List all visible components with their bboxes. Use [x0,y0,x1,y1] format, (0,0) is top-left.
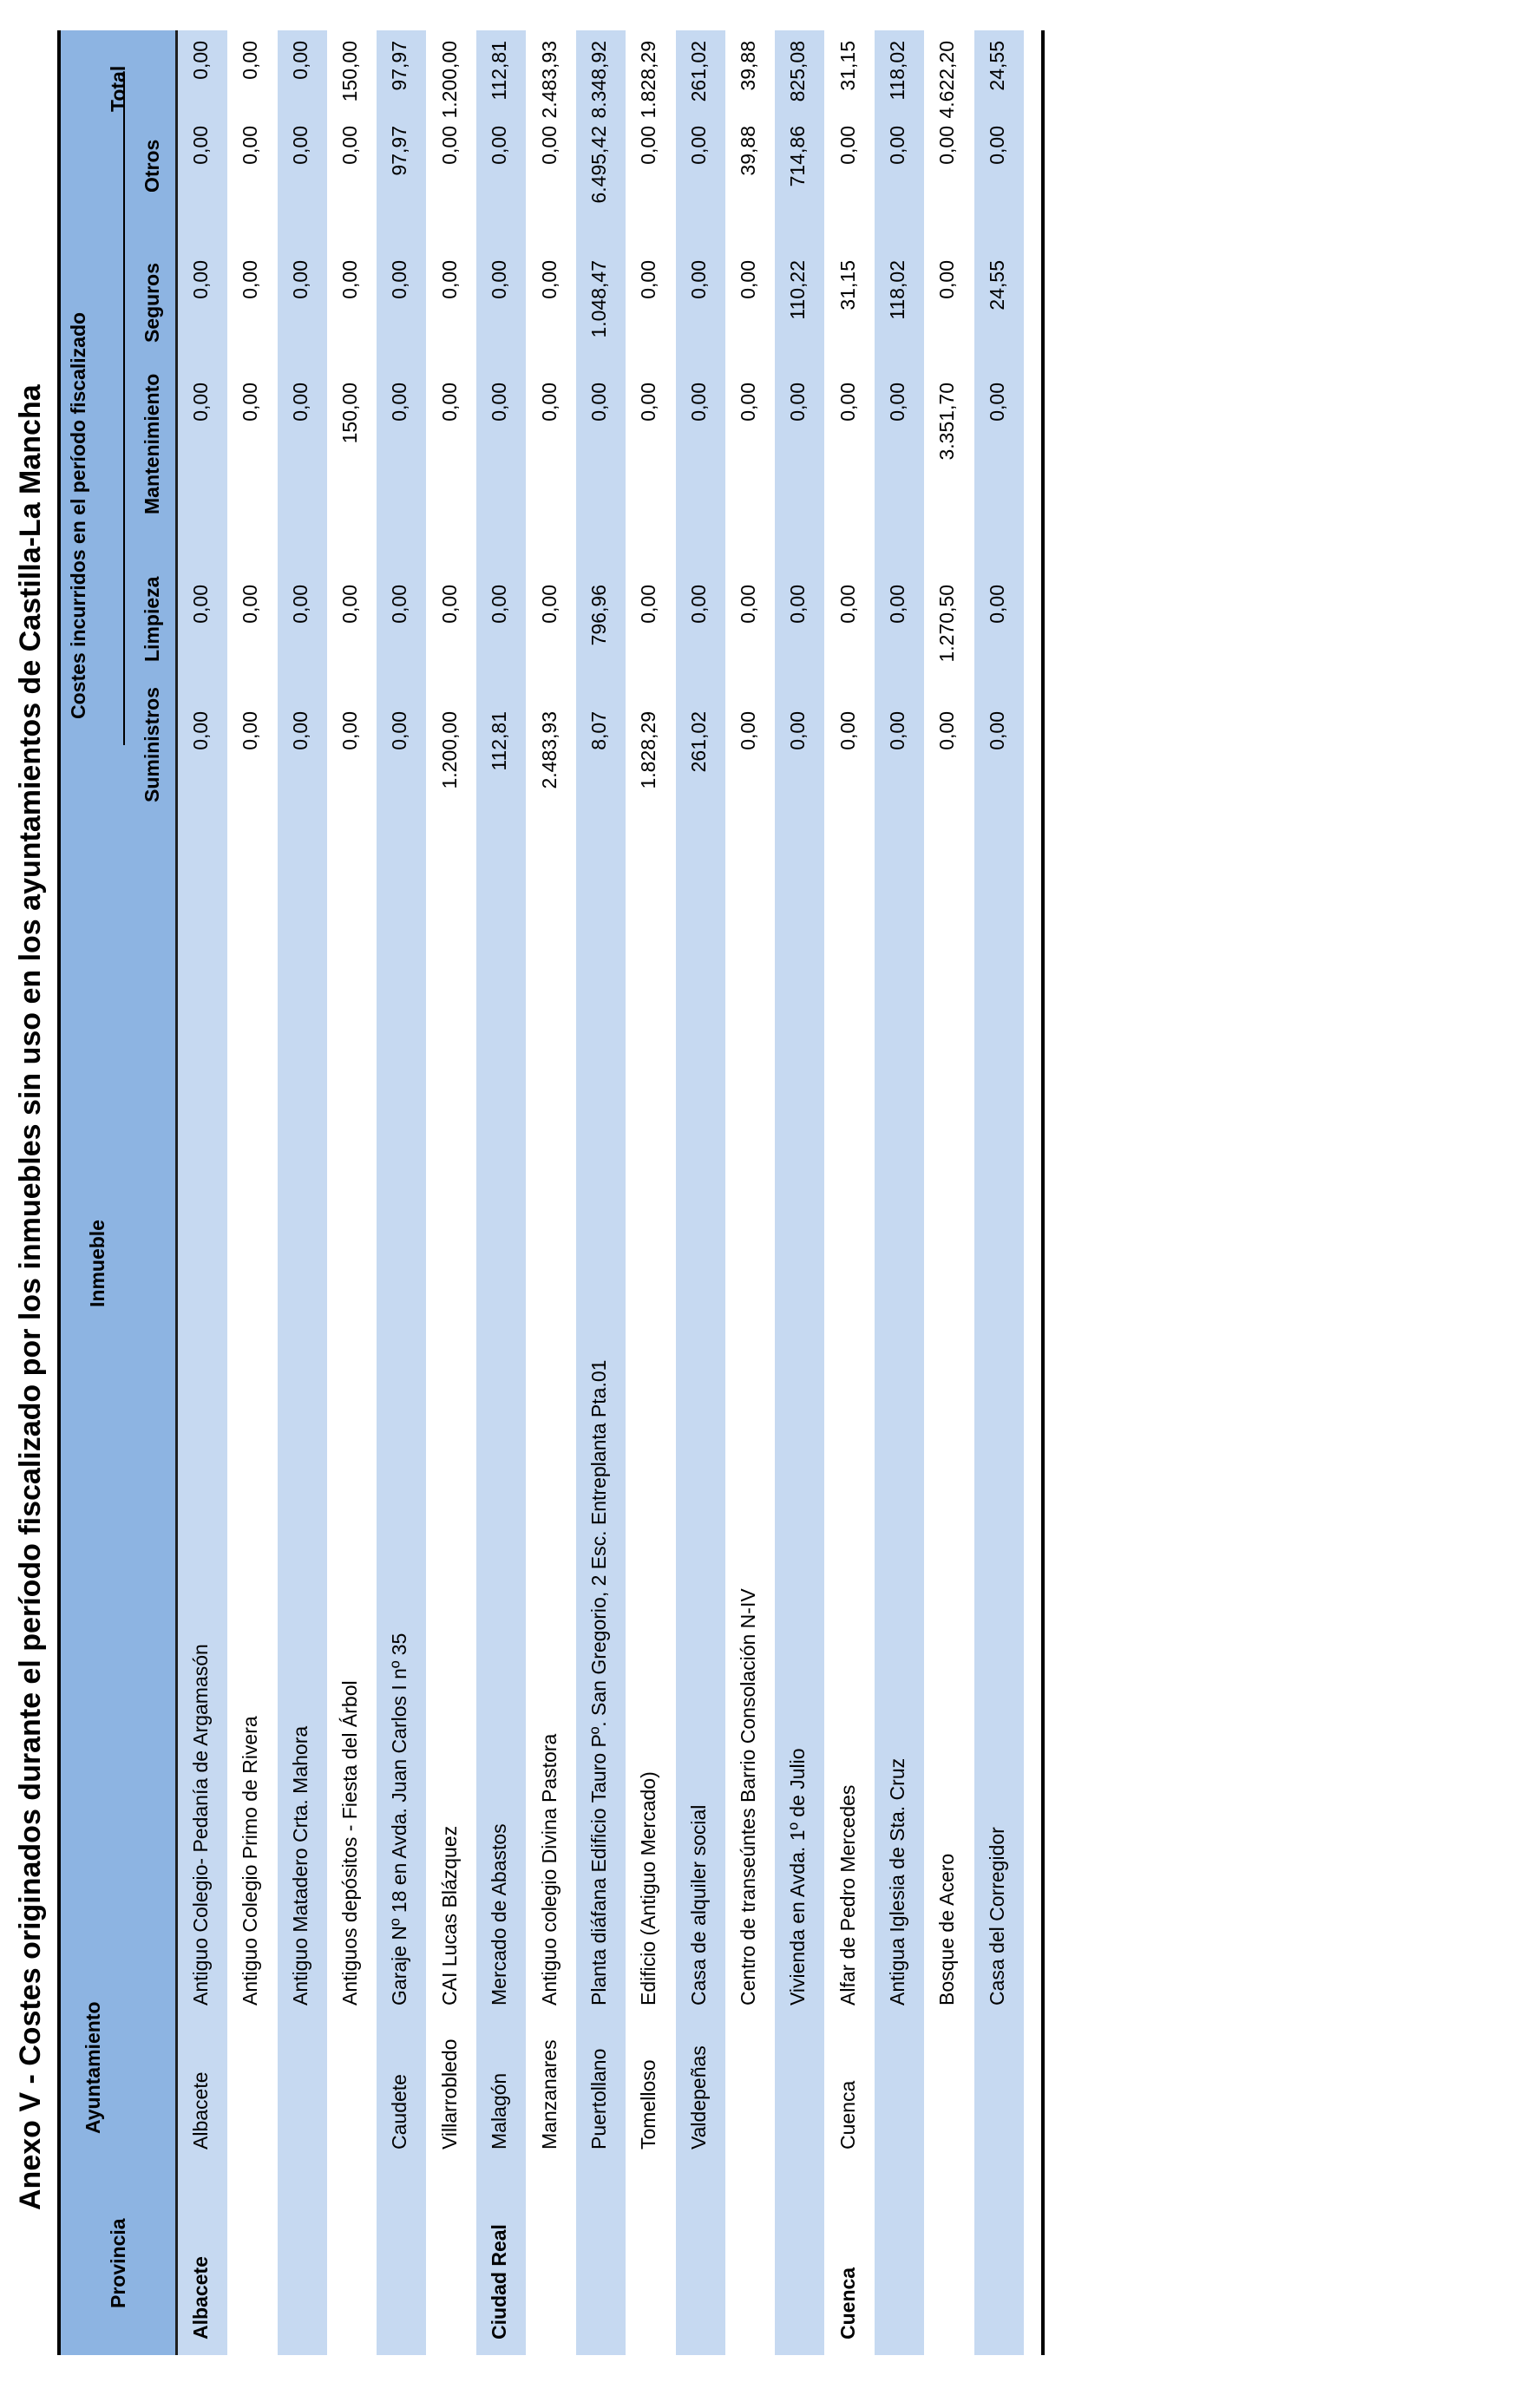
table-row [875,30,924,2355]
header-group-underline [123,74,125,745]
table-row [775,30,824,2355]
costs-table [57,30,1045,2355]
cell-otros: 0,00 [537,126,560,165]
table-row [676,30,725,2355]
cell-otros: 0,00 [189,126,212,165]
cell-otros: 39,88 [736,126,759,176]
cell-inmueble: Centro de transeúntes Barrio Consolación N-IV [736,1588,759,2006]
cell-suministros: 0,00 [985,711,1008,750]
cell-total: 0,00 [189,41,212,80]
cell-seguros: 0,00 [338,260,362,299]
header-mantenimiento: Mantenimiento [141,373,163,514]
cell-total: 112,81 [488,41,511,101]
cell-limpieza: 0,00 [686,585,710,624]
cell-seguros: 1.048,47 [587,260,610,338]
cell-ayuntamiento: Manzanares [537,2039,560,2150]
cell-mantenimiento: 0,00 [537,383,560,422]
table-row [227,30,277,2355]
cell-ayuntamiento: Valdepeñas [686,2045,710,2150]
table-row [327,30,377,2355]
cell-suministros: 2.483,93 [537,711,560,789]
cell-seguros: 31,15 [836,260,859,311]
cell-ayuntamiento: Tomelloso [637,2059,660,2150]
cell-otros: 0,00 [836,126,859,165]
table-row [278,30,327,2355]
cell-mantenimiento: 0,00 [686,383,710,422]
table-row [626,30,675,2355]
cell-seguros: 0,00 [288,260,311,299]
cell-inmueble: Vivienda en Avda. 1º de Julio [786,1748,810,2006]
cell-inmueble: Planta diáfana Edificio Tauro Pº. San Gregorio, 2 Esc. Entreplanta Pta.01 [587,1359,610,2006]
cell-inmueble: Casa de alquiler social [686,1804,710,2006]
table-row [924,30,974,2355]
cell-seguros: 0,00 [637,260,660,299]
cell-inmueble: CAI Lucas Blázquez [437,1825,461,2006]
cell-limpieza: 0,00 [189,585,212,624]
cell-suministros: 112,81 [488,711,511,771]
cell-otros: 0,00 [488,126,511,165]
cell-total: 39,88 [736,41,759,91]
cell-suministros: 0,00 [886,711,909,750]
cell-total: 261,02 [686,41,710,102]
cell-total: 1.200,00 [437,41,461,119]
cell-mantenimiento: 0,00 [388,383,411,422]
cell-suministros: 0,00 [338,711,362,750]
cell-ayuntamiento: Malagón [488,2072,511,2150]
cell-otros: 0,00 [886,126,909,165]
cell-suministros: 0,00 [288,711,311,750]
cell-seguros: 0,00 [488,260,511,299]
cell-seguros: 0,00 [388,260,411,299]
cell-suministros: 0,00 [786,711,810,750]
cell-mantenimiento: 0,00 [886,383,909,422]
cell-ayuntamiento: Caudete [388,2074,411,2150]
cell-limpieza: 0,00 [338,585,362,624]
cell-inmueble: Alfar de Pedro Mercedes [836,1784,859,2006]
cell-total: 118,02 [886,41,909,101]
cell-seguros: 0,00 [437,260,461,299]
table-row [725,30,775,2355]
cell-total: 2.483,93 [537,41,560,119]
cell-seguros: 0,00 [935,260,959,299]
cell-inmueble: Edificio (Antiguo Mercado) [637,1771,660,2006]
cell-total: 8.348,92 [587,41,610,119]
cell-limpieza: 0,00 [985,585,1008,624]
cell-suministros: 261,02 [686,711,710,773]
document-title: Anexo V - Costes originados durante el período fiscalizado por los inmuebles sin uso en los ayuntamientos de Castilla-La Mancha [14,384,47,2210]
table-row [476,30,526,2355]
cell-mantenimiento: 0,00 [488,383,511,422]
cell-total: 24,55 [985,41,1008,91]
cell-limpieza: 0,00 [736,585,759,624]
cell-suministros: 0,00 [239,711,262,750]
table-row [825,30,875,2355]
cell-provincia: Ciudad Real [488,2224,511,2339]
header-limpieza: Limpieza [141,576,163,662]
cell-limpieza: 796,96 [587,585,610,646]
cell-total: 0,00 [288,41,311,80]
cell-limpieza: 0,00 [288,585,311,624]
cell-otros: 6.495,42 [587,126,610,204]
cell-otros: 0,00 [437,126,461,165]
cell-provincia: Albacete [189,2256,212,2339]
cell-seguros: 0,00 [189,260,212,299]
cell-otros: 0,00 [686,126,710,165]
cell-limpieza: 1.270,50 [935,585,959,663]
table-row [178,30,227,2355]
cell-otros: 97,97 [388,126,411,176]
cell-suministros: 8,07 [587,711,610,750]
cell-ayuntamiento: Cuenca [836,2080,859,2150]
cell-mantenimiento: 0,00 [637,383,660,422]
table-row [974,30,1024,2355]
cell-limpieza: 0,00 [388,585,411,624]
cell-seguros: 0,00 [686,260,710,299]
table-row [576,30,626,2355]
cell-inmueble: Antigua Iglesia de Sta. Cruz [886,1757,909,2006]
cell-mantenimiento: 0,00 [437,383,461,422]
cell-suministros: 0,00 [388,711,411,750]
cell-limpieza: 0,00 [239,585,262,624]
cell-provincia: Cuenca [836,2267,859,2339]
cell-limpieza: 0,00 [786,585,810,624]
cell-mantenimiento: 0,00 [189,383,212,422]
cell-total: 0,00 [239,41,262,80]
cell-limpieza: 0,00 [537,585,560,624]
cell-seguros: 118,02 [886,260,909,320]
cell-limpieza: 0,00 [488,585,511,624]
cell-inmueble: Antiguos depósitos - Fiesta del Árbol [338,1680,362,2006]
cell-seguros: 0,00 [537,260,560,299]
cell-mantenimiento: 0,00 [786,383,810,422]
cell-otros: 0,00 [239,126,262,165]
cell-ayuntamiento: Albacete [189,2071,212,2150]
cell-inmueble: Bosque de Acero [935,1853,959,2006]
header-otros: Otros [141,139,163,193]
header-suministros: Suministros [141,687,163,802]
cell-limpieza: 0,00 [886,585,909,624]
cell-suministros: 0,00 [189,711,212,750]
table-bottom-rule [1041,30,1045,2355]
cell-inmueble: Antiguo Matadero Crta. Mahora [288,1725,311,2006]
header-provincia: Provincia [107,2218,129,2308]
cell-otros: 0,00 [985,126,1008,165]
header-seguros: Seguros [141,262,163,343]
header-total: Total [107,65,129,112]
cell-suministros: 1.200,00 [437,711,461,789]
cell-total: 1.828,29 [637,41,660,119]
cell-mantenimiento: 0,00 [288,383,311,422]
cell-total: 97,97 [388,41,411,91]
cell-suministros: 0,00 [935,711,959,750]
cell-limpieza: 0,00 [637,585,660,624]
header-costes-group: Costes incurridos en el período fiscalizado [67,311,89,719]
cell-mantenimiento: 0,00 [985,383,1008,422]
table-header [61,30,175,2355]
cell-total: 825,08 [786,41,810,102]
cell-total: 4.622,20 [935,41,959,119]
table-row [377,30,426,2355]
cell-ayuntamiento: Villarrobledo [437,2038,461,2150]
cell-total: 31,15 [836,41,859,91]
cell-otros: 0,00 [637,126,660,165]
table-row [427,30,476,2355]
cell-suministros: 1.828,29 [637,711,660,789]
cell-mantenimiento: 0,00 [736,383,759,422]
cell-inmueble: Antiguo colegio Divina Pastora [537,1733,560,2006]
cell-inmueble: Casa del Corregidor [985,1827,1008,2006]
cell-mantenimiento: 3.351,70 [935,383,959,461]
cell-seguros: 24,55 [985,260,1008,311]
header-inmueble: Inmueble [86,1220,108,1307]
header-ayuntamiento: Ayuntamiento [82,2001,104,2134]
table-row [527,30,576,2355]
cell-mantenimiento: 0,00 [587,383,610,422]
cell-limpieza: 0,00 [836,585,859,624]
cell-seguros: 0,00 [736,260,759,299]
cell-limpieza: 0,00 [437,585,461,624]
cell-otros: 0,00 [288,126,311,165]
cell-otros: 0,00 [935,126,959,165]
cell-suministros: 0,00 [736,711,759,750]
cell-mantenimiento: 150,00 [338,383,362,444]
cell-total: 150,00 [338,41,362,102]
cell-seguros: 0,00 [239,260,262,299]
cell-inmueble: Antiguo Colegio Primo de Rivera [239,1716,262,2006]
cell-inmueble: Garaje Nº 18 en Avda. Juan Carlos I nº 35 [388,1633,411,2006]
cell-seguros: 110,22 [786,260,810,320]
cell-otros: 714,86 [786,126,810,187]
cell-mantenimiento: 0,00 [836,383,859,422]
cell-otros: 0,00 [338,126,362,165]
cell-inmueble: Antiguo Colegio- Pedanía de Argamasón [189,1644,212,2006]
cell-suministros: 0,00 [836,711,859,750]
cell-mantenimiento: 0,00 [239,383,262,422]
cell-ayuntamiento: Puertollano [587,2048,610,2150]
cell-inmueble: Mercado de Abastos [488,1823,511,2006]
